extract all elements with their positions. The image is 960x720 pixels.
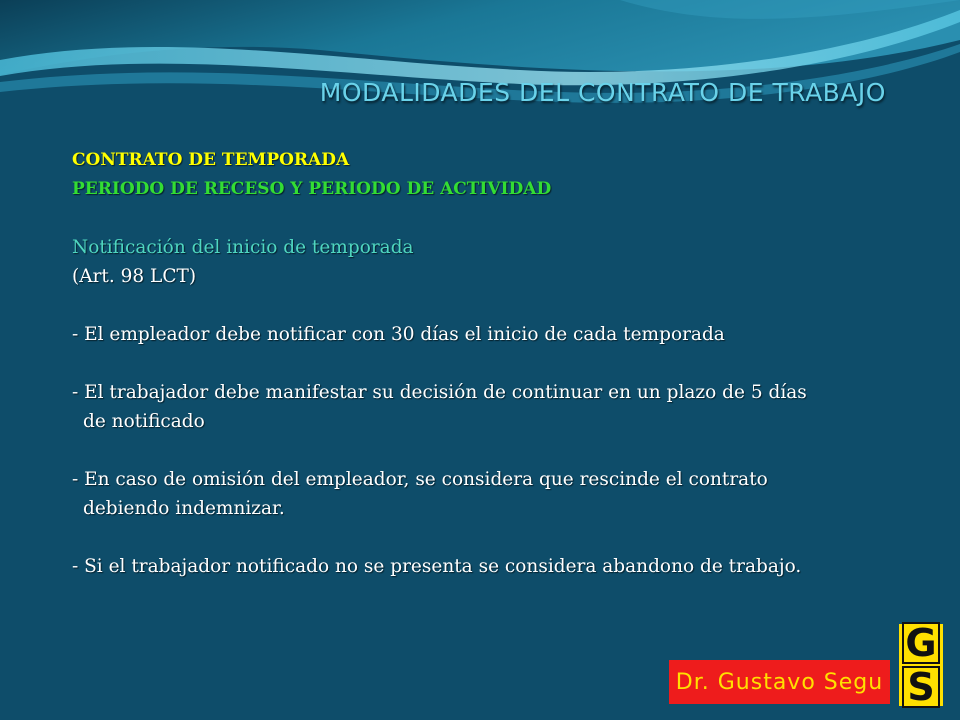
heading-periodo: PERIODO DE RECESO Y PERIODO DE ACTIVIDAD (72, 179, 552, 199)
gs-logo (899, 621, 943, 709)
bullet-4: - Si el trabajador notificado no se presenta se considera abandono de trabajo. (72, 556, 802, 577)
subheading-notificacion: Notificación del inicio de temporada (72, 237, 414, 258)
spacer (72, 291, 902, 320)
bullet-3: - En caso de omisión del empleador, se considera que rescinde el contrato (72, 469, 768, 490)
bullet-1: - El empleador debe notificar con 30 días el inicio de cada temporada (72, 324, 725, 345)
spacer (72, 523, 902, 552)
heading-contrato-temporada: CONTRATO DE TEMPORADA (72, 150, 350, 170)
spacer (72, 349, 902, 378)
logo-letter-g: G (902, 622, 940, 664)
page-title: MODALIDADES DEL CONTRATO DE TRABAJO (319, 78, 886, 107)
slide-content (72, 146, 902, 581)
bullet-2: - El trabajador debe manifestar su decisión de continuar en un plazo de 5 días (72, 382, 807, 403)
logo-letter-s: S (902, 666, 940, 708)
spacer (72, 204, 902, 233)
bullet-2-continuation: de notificado (83, 411, 205, 432)
article-reference: (Art. 98 LCT) (72, 266, 197, 287)
spacer (72, 436, 902, 465)
author-signature: Dr. Gustavo Segu (669, 660, 890, 704)
bullet-3-continuation: debiendo indemnizar. (83, 498, 285, 519)
